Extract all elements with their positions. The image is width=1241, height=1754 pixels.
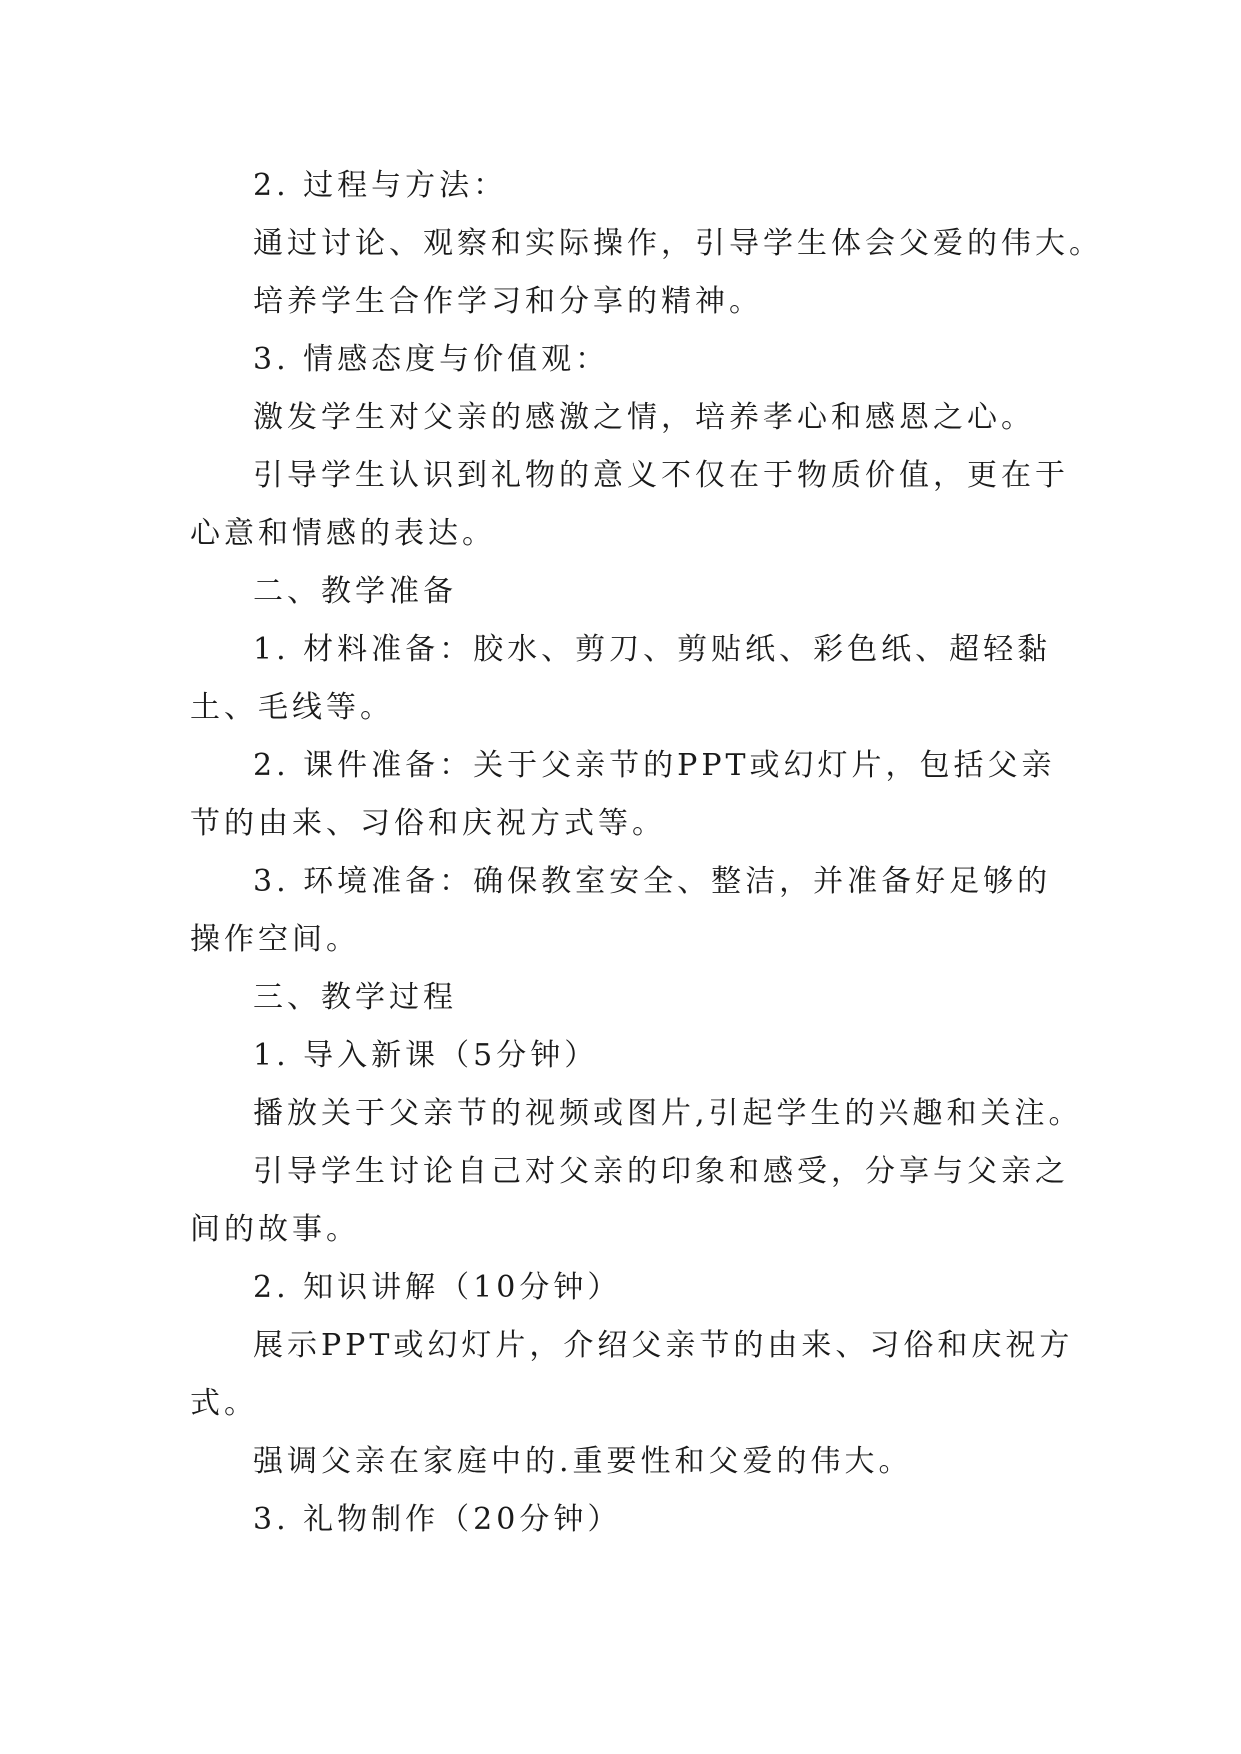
- subheading-intro: 1. 导入新课（5分钟）: [253, 1038, 599, 1073]
- paragraph-line: 展示PPT或幻灯片，介绍父亲节的由来、习俗和庆祝方: [253, 1328, 1074, 1363]
- paragraph-line: 间的故事。: [190, 1212, 360, 1247]
- subheading-gift-making: 3. 礼物制作（20分钟）: [253, 1502, 622, 1537]
- section-heading-preparation: 二、教学准备: [253, 574, 457, 609]
- subheading-process-method: 2. 过程与方法：: [253, 168, 508, 203]
- paragraph-line: 培养学生合作学习和分享的精神。: [253, 284, 763, 319]
- paragraph-line: 土、毛线等。: [190, 690, 394, 725]
- paragraph-line: 强调父亲在家庭中的.重要性和父爱的伟大。: [253, 1444, 913, 1479]
- subheading-knowledge: 2. 知识讲解（10分钟）: [253, 1270, 622, 1305]
- paragraph-line: 引导学生讨论自己对父亲的印象和感受，分享与父亲之: [253, 1154, 1069, 1189]
- paragraph-line: 节的由来、习俗和庆祝方式等。: [190, 806, 666, 841]
- paragraph-line: 播放关于父亲节的视频或图片,引起学生的兴趣和关注。: [253, 1096, 1083, 1131]
- paragraph-line: 式。: [190, 1386, 258, 1421]
- paragraph-line: 1. 材料准备：胶水、剪刀、剪贴纸、彩色纸、超轻黏: [253, 632, 1052, 667]
- paragraph-line: 操作空间。: [190, 922, 360, 957]
- paragraph-line: 激发学生对父亲的感激之情，培养孝心和感恩之心。: [253, 400, 1035, 435]
- paragraph-line: 通过讨论、观察和实际操作，引导学生体会父爱的伟大。: [253, 226, 1103, 261]
- section-heading-process: 三、教学过程: [253, 980, 457, 1015]
- subheading-emotion-values: 3. 情感态度与价值观：: [253, 342, 610, 377]
- paragraph-line: 2. 课件准备：关于父亲节的PPT或幻灯片，包括父亲: [253, 748, 1056, 783]
- paragraph-line: 引导学生认识到礼物的意义不仅在于物质价值，更在于: [253, 458, 1069, 493]
- paragraph-line: 心意和情感的表达。: [190, 516, 496, 551]
- paragraph-line: 3. 环境准备：确保教室安全、整洁，并准备好足够的: [253, 864, 1052, 899]
